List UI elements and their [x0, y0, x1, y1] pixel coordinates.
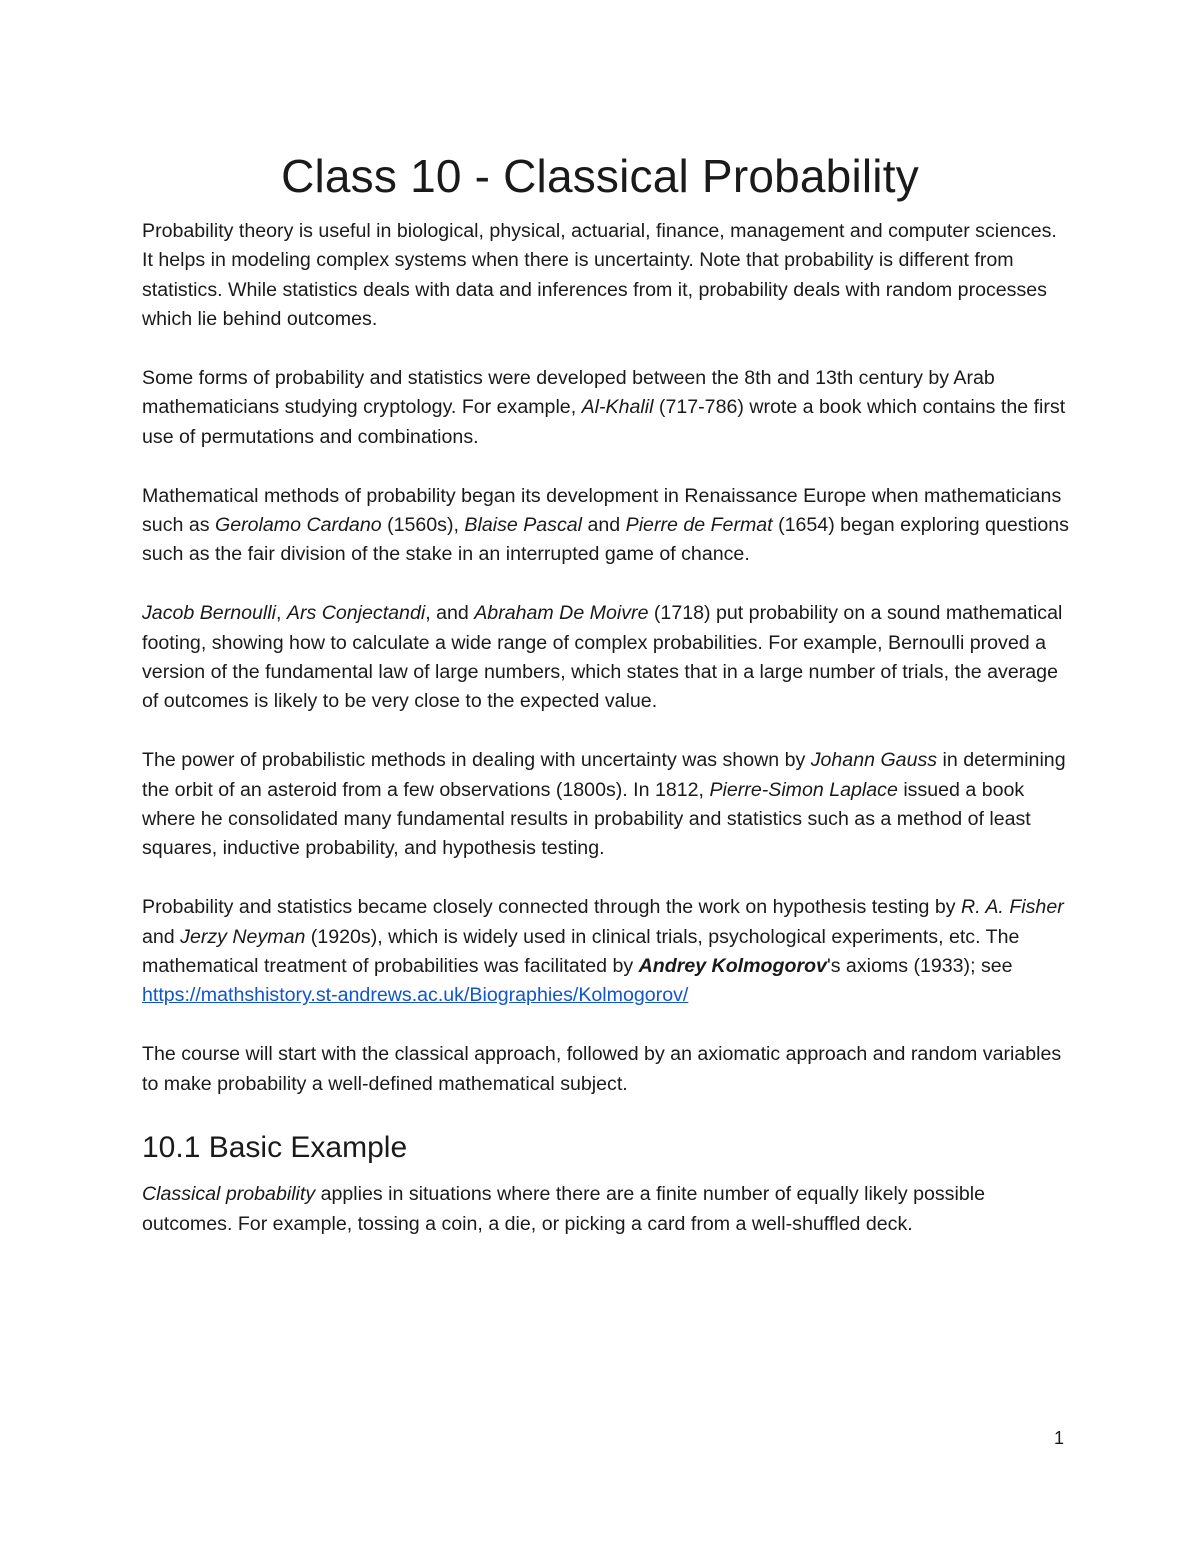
person-name: Jerzy Neyman [180, 925, 306, 948]
kolmogorov-biography-link[interactable]: https://mathshistory.st-andrews.ac.uk/Biographies/Kolmogorov/ [142, 984, 689, 1007]
paragraph-renaissance [142, 482, 1072, 570]
paragraph-text: (717-786) wrote a book which contains the first use of permutations and combinations. [142, 396, 1066, 448]
person-name-bold: Andrey Kolmogorov [638, 955, 827, 978]
paragraph-text: and [142, 925, 181, 948]
paragraph-text: , [275, 602, 287, 625]
paragraph-course-outline [142, 1040, 1072, 1099]
paragraph-fisher-kolmogorov [142, 893, 1072, 1011]
document-body [142, 217, 1072, 1269]
section-heading: 10.1 Basic Example [142, 1131, 408, 1165]
paragraph-gauss-laplace [142, 746, 1072, 864]
paragraph-text: The course will start with the classical approach, followed by an axiomatic approach and random variables to make probability a well-defined mathematical subject. [142, 1043, 1062, 1095]
paragraph-text: (1560s), [381, 514, 465, 537]
paragraph-intro [142, 217, 1072, 335]
paragraph-text: (1654) began exploring questions such as the fair division of the stake in an interrupted game of chance. [142, 514, 1069, 566]
paragraph-arab-mathematicians [142, 364, 1072, 452]
paragraph-text: Probability and statistics became closely connected through the work on hypothesis testing by [142, 896, 962, 919]
paragraph-bernoulli [142, 599, 1072, 717]
paragraph-text: and [582, 514, 626, 537]
person-name: R. A. Fisher [961, 896, 1064, 919]
person-name: Pierre-Simon Laplace [709, 778, 898, 801]
person-name: Blaise Pascal [464, 514, 583, 537]
paragraph-text: 's axioms (1933); see [826, 955, 1013, 978]
person-name: Al-Khalil [581, 396, 654, 419]
page-title: Class 10 - Classical Probability [281, 150, 919, 202]
book-title: Ars Conjectandi [286, 602, 426, 625]
person-name: Johann Gauss [810, 749, 938, 772]
paragraph-classical-probability [142, 1180, 1072, 1239]
person-name: Jacob Bernoulli [142, 602, 276, 625]
paragraph-text: applies in situations where there are a finite number of equally likely possible outcomes. For example, tossing a coin, a die, or picking a card from a well-shuffled deck. [142, 1183, 985, 1235]
person-name: Abraham De Moivre [474, 602, 649, 625]
person-name: Pierre de Fermat [625, 514, 773, 537]
person-name: Gerolamo Cardano [214, 514, 382, 537]
paragraph-text: The power of probabilistic methods in dealing with uncertainty was shown by [142, 749, 811, 772]
page-number: 1 [1053, 1428, 1064, 1448]
paragraph-text: in determining the orbit of an asteroid from a few observations (1800s). In 1812, [142, 749, 1066, 801]
paragraph-text: Mathematical methods of probability began its development in Renaissance Europe when mathematicians such as [142, 484, 1062, 537]
paragraph-text: (1718) put probability on a sound mathematical footing, showing how to calculate a wide range of complex probabilities. For example, Bernoulli proved a version of the fundamental law of large numbers, which states that in a large number of trials, the average of outcomes is likely to be very close to the expected value. [142, 602, 1063, 713]
paragraph-text: issued a book where he consolidated many fundamental results in probability and statistics such as a method of least squares, inductive probability, and hypothesis testing. [142, 778, 1031, 860]
paragraph-text: (1920s), which is widely used in clinical trials, psychological experiments, etc. The mathematical treatment of probabilities was facilitated by [142, 925, 1020, 978]
term: Classical probability [142, 1183, 316, 1206]
paragraph-text: Some forms of probability and statistics were developed between the 8th and 13th century by Arab mathematicians studying cryptology. For example, [142, 367, 995, 419]
paragraph-text: , and [425, 602, 475, 625]
paragraph-text: Probability theory is useful in biological, physical, actuarial, finance, management and computer sciences. It helps in modeling complex systems when there is uncertainty. Note that probability is different from statistics. While statistics deals with data and inferences from it, probability deals with random processes which lie behind outcomes. [142, 220, 1057, 331]
